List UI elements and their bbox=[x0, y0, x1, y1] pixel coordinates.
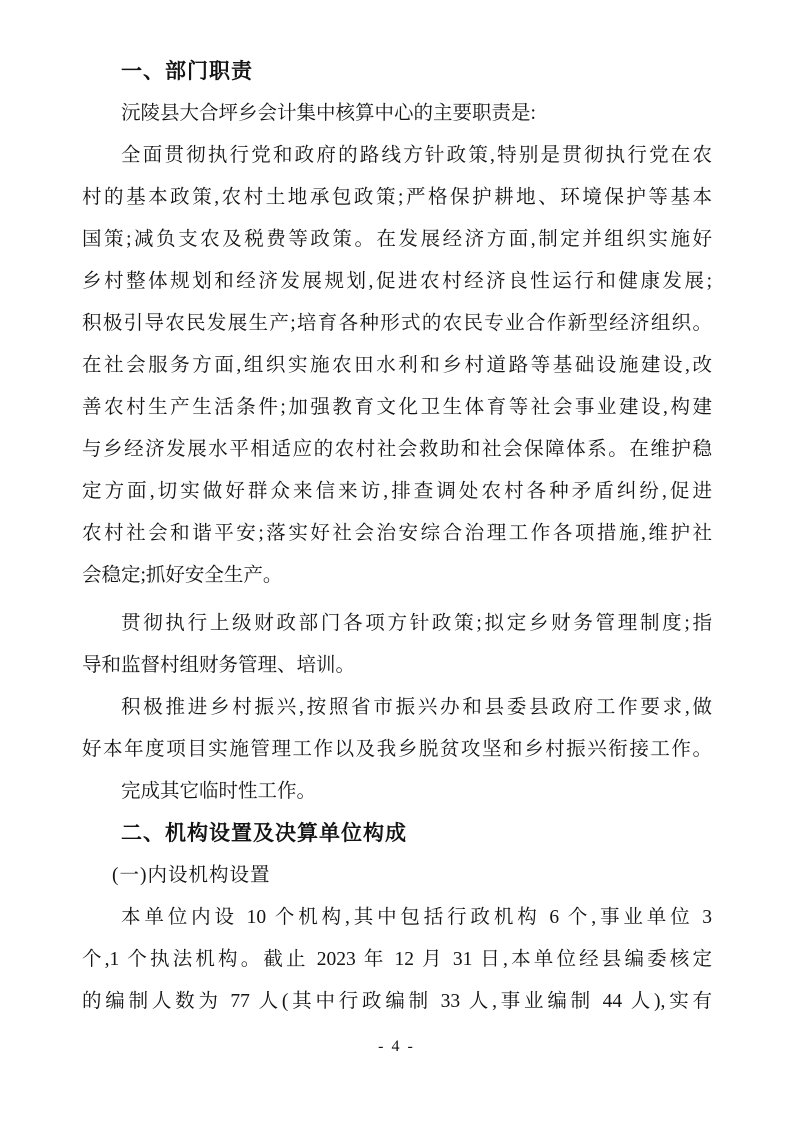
paragraph-line: 个,1 个执法机构。截止 2023 年 12 月 31 日,本单位经县编委核定 bbox=[82, 949, 712, 970]
paragraph-line: 会稳定;抓好安全生产。 bbox=[82, 565, 283, 586]
paragraph-line: 农村社会和谐平安;落实好社会治安综合治理工作各项措施,维护社 bbox=[82, 523, 712, 544]
paragraph-line: 本单位内设 10 个机构,其中包括行政机构 6 个,事业单位 3 bbox=[121, 907, 712, 928]
paragraph-line: 积极推进乡村振兴,按照省市振兴办和县委县政府工作要求,做 bbox=[121, 697, 712, 718]
paragraph-line: 善农村生产生活条件;加强教育文化卫生体育等社会事业建设,构建 bbox=[82, 397, 712, 418]
paragraph-line: 好本年度项目实施管理工作以及我乡脱贫攻坚和乡村振兴衔接工作。 bbox=[82, 739, 712, 760]
paragraph-line: 沅陵县大合坪乡会计集中核算中心的主要职责是: bbox=[121, 103, 536, 124]
paragraph-line: 定方面,切实做好群众来信来访,排查调处农村各种矛盾纠纷,促进 bbox=[82, 481, 712, 502]
paragraph-line: 完成其它临时性工作。 bbox=[121, 781, 317, 802]
page-number: - 4 - bbox=[378, 1038, 415, 1055]
paragraph-line: 乡村整体规划和经济发展规划,促进农村经济良性运行和健康发展; bbox=[82, 271, 712, 292]
paragraph-line: 的编制人数为 77 人(其中行政编制 33 人,事业编制 44 人),实有 bbox=[82, 991, 712, 1012]
paragraph-line: 积极引导农民发展生产;培育各种形式的农民专业合作新型经济组织。 bbox=[82, 313, 712, 334]
paragraph-line: 全面贯彻执行党和政府的路线方针政策,特别是贯彻执行党在农 bbox=[121, 145, 712, 166]
paragraph-line: 导和监督村组财务管理、培训。 bbox=[82, 655, 356, 676]
section-heading: 二、机构设置及决算单位构成 bbox=[121, 822, 407, 845]
paragraph-line: 村的基本政策,农村土地承包政策;严格保护耕地、环境保护等基本 bbox=[82, 187, 712, 208]
sub-heading: (一)内设机构设置 bbox=[112, 865, 271, 886]
document-body bbox=[82, 51, 712, 1023]
paragraph-line: 在社会服务方面,组织实施农田水利和乡村道路等基础设施建设,改 bbox=[82, 355, 712, 376]
paragraph-line: 贯彻执行上级财政部门各项方针政策;拟定乡财务管理制度;指 bbox=[121, 613, 712, 634]
paragraph-line: 与乡经济发展水平相适应的农村社会救助和社会保障体系。在维护稳 bbox=[82, 439, 712, 460]
paragraph-line: 国策;减负支农及税费等政策。在发展经济方面,制定并组织实施好 bbox=[82, 229, 712, 250]
section-heading: 一、部门职责 bbox=[121, 60, 253, 83]
